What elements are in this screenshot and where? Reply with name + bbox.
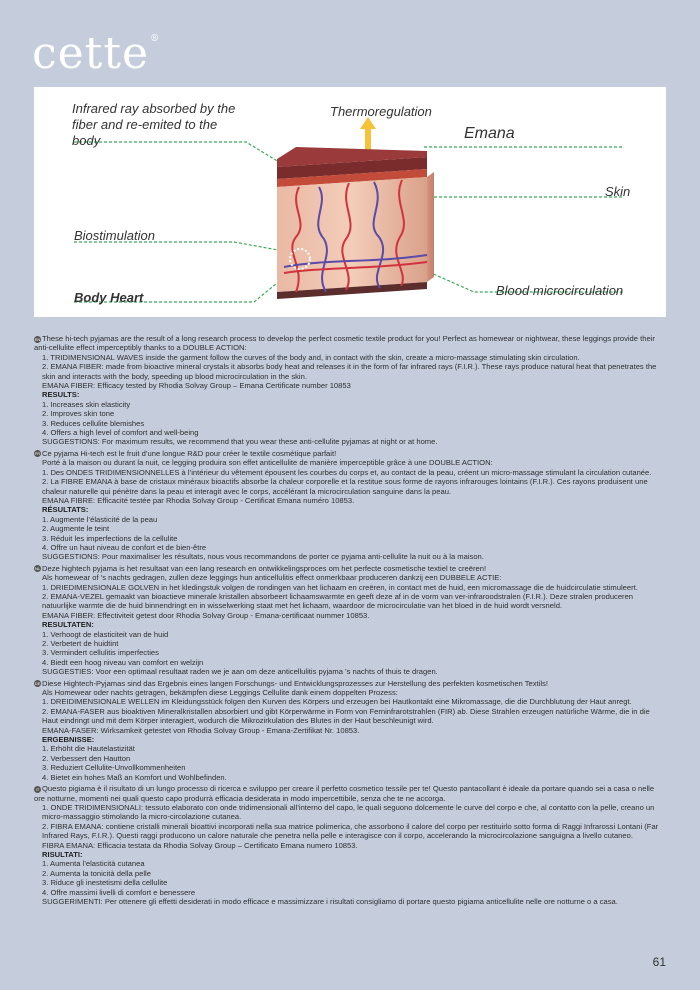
label-infrared: Infrared ray absorbed by the fiber and re-emited to the body bbox=[72, 101, 236, 148]
section-it bbox=[34, 784, 666, 906]
section-fr bbox=[34, 449, 666, 562]
section-line: RÉSULTATS: bbox=[42, 505, 89, 515]
section-nl bbox=[34, 564, 666, 677]
section-line: 3. Riduce gli inestetismi della cellulite bbox=[42, 878, 168, 888]
page-number: 61 bbox=[652, 955, 666, 969]
section-line: EMANA-FASER: Wirksamkeit getestet von Rhodia Solvay Group - Emana-Zertifikat Nr. 10853. bbox=[42, 725, 360, 735]
section-line: 2. Verbessert den Hautton bbox=[42, 753, 131, 763]
section-line: 2. EMANA-FASER aus bioaktiven Mineralkristallen absorbiert und gibt Körperwärme in Form von Ferninfrarotstrahlen (FIR) ab. Diese Strahlen erzeugen natürliche Wärme, die in die Haut eindringt und mit dem Körper interagiert, wodurch die Mikrozirkulation des Blutes in der Haut beschleunigt wird. bbox=[42, 706, 650, 726]
registered-mark: ® bbox=[150, 34, 161, 44]
section-line: FIBRA EMANA: Efficacia testata da Rhodia Solvay Group – Certificato Emana numero 10853. bbox=[42, 840, 358, 850]
section-line: EMANA FIBER: Efficacy tested by Rhodia Solvay Group – Emana Certificate number 10853 bbox=[42, 381, 351, 391]
section-intro: NL Deze hightech pyjama is het resultaat van een lang research en ontwikkelingsproces om het perfecte cosmetische textiel te creëren! bbox=[34, 563, 487, 573]
language-flag-icon: IT bbox=[35, 786, 40, 792]
section-line: 1. Erhöht die Hautelastizität bbox=[42, 744, 135, 754]
section-line: 2. Aumenta la tonicità della pelle bbox=[42, 868, 151, 878]
section-line: 2. FIBRA EMANA: contiene cristalli minerali bioattivi incorporati nella sua matrice polimerica, che assorbono il calore del corpo per restituirlo sotto forma di Raggi Infrarossi Lontani (Far Infrared Rays, F.I.R.). Questi raggi producono un calore naturale che penetra nella pelle e interagisce con il corpo, accelerando la microcircolazione sanguigna a livello cutaneo. bbox=[42, 821, 659, 841]
section-line: SUGGESTIONS: Pour maximaliser les résultats, nous vous recommandons de porter ce pyjama anti-cellulite la nuit ou à la maison. bbox=[42, 552, 484, 562]
section-line: SUGGESTIONS: For maximum results, we recommend that you wear these anti-cellulite pyjamas at night or at home. bbox=[42, 437, 438, 447]
section-line: 1. Augmente l’élasticité de la peau bbox=[42, 514, 158, 524]
section-line: Porté à la maison ou durant la nuit, ce legging produira son effet anticellulite de manière imperceptible grâce à une DOUBLE ACTION: bbox=[42, 458, 493, 468]
section-line: 1. Aumenta l’elasticità cutanea bbox=[42, 859, 145, 869]
section-line: 1. DRIEDIMENSIONALE GOLVEN in het kledingstuk volgen de rondingen van het lichaam en creëren, in contact met de huid, een micromassage die de huidcirculatie stimuleert. bbox=[42, 582, 638, 592]
section-line: 1. ONDE TRIDIMENSIONALI: tessuto elaborato con onde tridimensionali all’interno del capo, le quali seguono dolcemente le curve del corpo e che, al contatto con la pelle, creano un micro-massaggio stimolando la micro-circolazione cutanea. bbox=[42, 802, 655, 822]
section-intro: EN These hi-tech pyjamas are the result of a long research process to develop the perfect cosmetic textile product for you! Perfect as homewear or nightwear, these leggings provide their anti-cellulite effect imperceptibly thanks to a DOUBLE ACTION: bbox=[34, 334, 655, 353]
section-line: SUGGERIMENTI: Per ottenere gli effetti desiderati in modo efficace e massimizzare i risultati consigliamo di portare questo pigiama anticellulite nelle ore notturne o a casa. bbox=[42, 896, 618, 906]
section-line: Als homewear of ’s nachts gedragen, zullen deze leggings hun anticellulitis effect onmerkbaar produceren dankzij een DUBBELE ACTIE: bbox=[42, 573, 502, 583]
brand-logo bbox=[32, 28, 160, 79]
section-line: 4. Offre massimi livelli di comfort e benessere bbox=[42, 887, 196, 897]
section-intro: IT Questo pigiama è il risultato di un lungo processo di ricerca e sviluppo per creare il perfetto cosmetico tessile per te! Questo pantacollant è ideale da portare quando sei a casa o nelle ore notturne, momenti nei quali questo capo produrrà efficacia desiderata in modo impercettibile, senza che te ne accorga. bbox=[34, 784, 655, 803]
section-line: 2. Augmente le teint bbox=[42, 524, 110, 534]
section-line: ERGEBNISSE: bbox=[42, 735, 95, 745]
section-line: RESULTATEN: bbox=[42, 620, 94, 630]
section-line: 2. EMANA FIBER: made from bioactive mineral crystals it absorbs body heat and releases it in the form of far infrared rays (F.I.R.). These rays produce natural heat that penetrates the skin and interacts with the body, speeding up blood microcirculation in the skin. bbox=[42, 362, 657, 381]
product-description bbox=[34, 334, 666, 908]
section-line: 2. La FIBRE EMANA à base de cristaux minéraux bioactifs absorbe la chaleur corporelle et la restitue sous forme de rayons infrarouges lointains (F.I.R.). Ces rayons produisent une chaleur naturelle qui pénètre dans la peau et interagit avec le corps, accélérant la microcirculation sanguine dans la peau. bbox=[42, 477, 648, 496]
section-line: 1. Des ONDES TRIDIMENSIONNELLES à l’intérieur du vêtement épousent les courbes du corps et, au contact de la peau, créent un micro-massage stimulant la circulation cutanée. bbox=[42, 467, 652, 477]
label-skin: Skin bbox=[605, 184, 631, 199]
thermo-arrow-icon bbox=[360, 117, 376, 153]
section-line: 3. Vermindert cellulitis imperfecties bbox=[42, 648, 159, 658]
section-line: EMANA FIBER: Effectiviteit getest door Rhodia Solvay Group - Emana-certificaat nummer 10853. bbox=[42, 610, 370, 620]
section-line: 4. Biedt een hoog niveau van comfort en welzijn bbox=[42, 657, 204, 667]
language-flag-icon: EN bbox=[34, 336, 41, 342]
section-line: 4. Bietet ein hohes Maß an Komfort und Wohlbefinden. bbox=[42, 772, 227, 782]
section-en bbox=[34, 334, 666, 447]
section-line: Als Homewear oder nachts getragen, bekämpfen diese Leggings Cellulite dank einem doppelten Prozess: bbox=[42, 688, 398, 698]
section-intro: DE Diese Hightech-Pyjamas sind das Ergebnis eines langen Forschungs- und Entwicklungsprozesses zur Herstellung des perfekten kosmetischen Textils! bbox=[34, 678, 548, 688]
language-flag-icon: NL bbox=[34, 566, 41, 572]
section-line: 3. Réduit les imperfections de la cellulite bbox=[42, 533, 178, 543]
section-line: 1. Increases skin elasticity bbox=[42, 399, 131, 409]
label-blood-microcirculation: Blood microcirculation bbox=[496, 283, 624, 298]
section-line: 3. Reduces cellulite blemishes bbox=[42, 418, 145, 428]
section-line: 3. Reduziert Cellulite-Unvollkommenheiten bbox=[42, 763, 186, 773]
section-line: 2. Improves skin tone bbox=[42, 409, 115, 419]
section-line: RISULTATI: bbox=[42, 849, 83, 859]
section-line: 4. Offers a high level of comfort and well-being bbox=[42, 428, 199, 438]
language-flag-icon: FR bbox=[34, 451, 41, 457]
section-de bbox=[34, 679, 666, 782]
section-intro: FR Ce pyjama Hi-tech est le fruit d’une longue R&D pour créer le textile cosmétique parfait! bbox=[34, 448, 337, 458]
section-line: 1. TRIDIMENSIONAL WAVES inside the garment follow the curves of the body and, in contact with the skin, create a micro-massage stimulating skin circulation. bbox=[42, 352, 580, 362]
label-emana: Emana bbox=[464, 125, 515, 142]
section-line: RESULTS: bbox=[42, 390, 80, 400]
section-line: 2. EMANA-VEZEL gemaakt van bioactieve minerale kristallen absorbeert lichaamswarmte en geeft deze af in de vorm van ver-infraroodstralen (F.I.R.). Deze stralen produceren natuurlijke warmte die de huid binnendringt en in wisselwerking staat met het lichaam, waardoor de microcirculatie van het bloed in de huid wordt versneld. bbox=[42, 591, 634, 611]
section-line: 4. Offre un haut niveau de confort et de bien-être bbox=[42, 542, 207, 552]
section-line: EMANA FIBRE: Efficacité testée par Rhodia Solvay Group - Certificat Emana numéro 10853. bbox=[42, 495, 355, 505]
label-body-heart: Body Heart bbox=[74, 290, 144, 305]
section-line: 1. Verhoogt de elasticiteit van de huid bbox=[42, 629, 169, 639]
brand-name: cette bbox=[32, 28, 150, 79]
section-line: SUGGESTIES: Voor een optimaal resultaat raden we je aan om deze anticellulitis pyjama ’s nachts of thuis te dragen. bbox=[42, 667, 438, 677]
section-line: 2. Verbetert de huidtint bbox=[42, 639, 119, 648]
label-biostimulation: Biostimulation bbox=[74, 228, 155, 243]
section-line: 1. DREIDIMENSIONALE WELLEN im Kleidungsstück folgen den Kurven des Körpers und erzeugen bei Hautkontakt eine Mikromassage, die die Durchblutung der Haut anregt. bbox=[42, 697, 632, 707]
skin-diagram bbox=[34, 87, 666, 317]
language-flag-icon: DE bbox=[34, 681, 41, 687]
label-thermoregulation: Thermoregulation bbox=[330, 104, 432, 119]
